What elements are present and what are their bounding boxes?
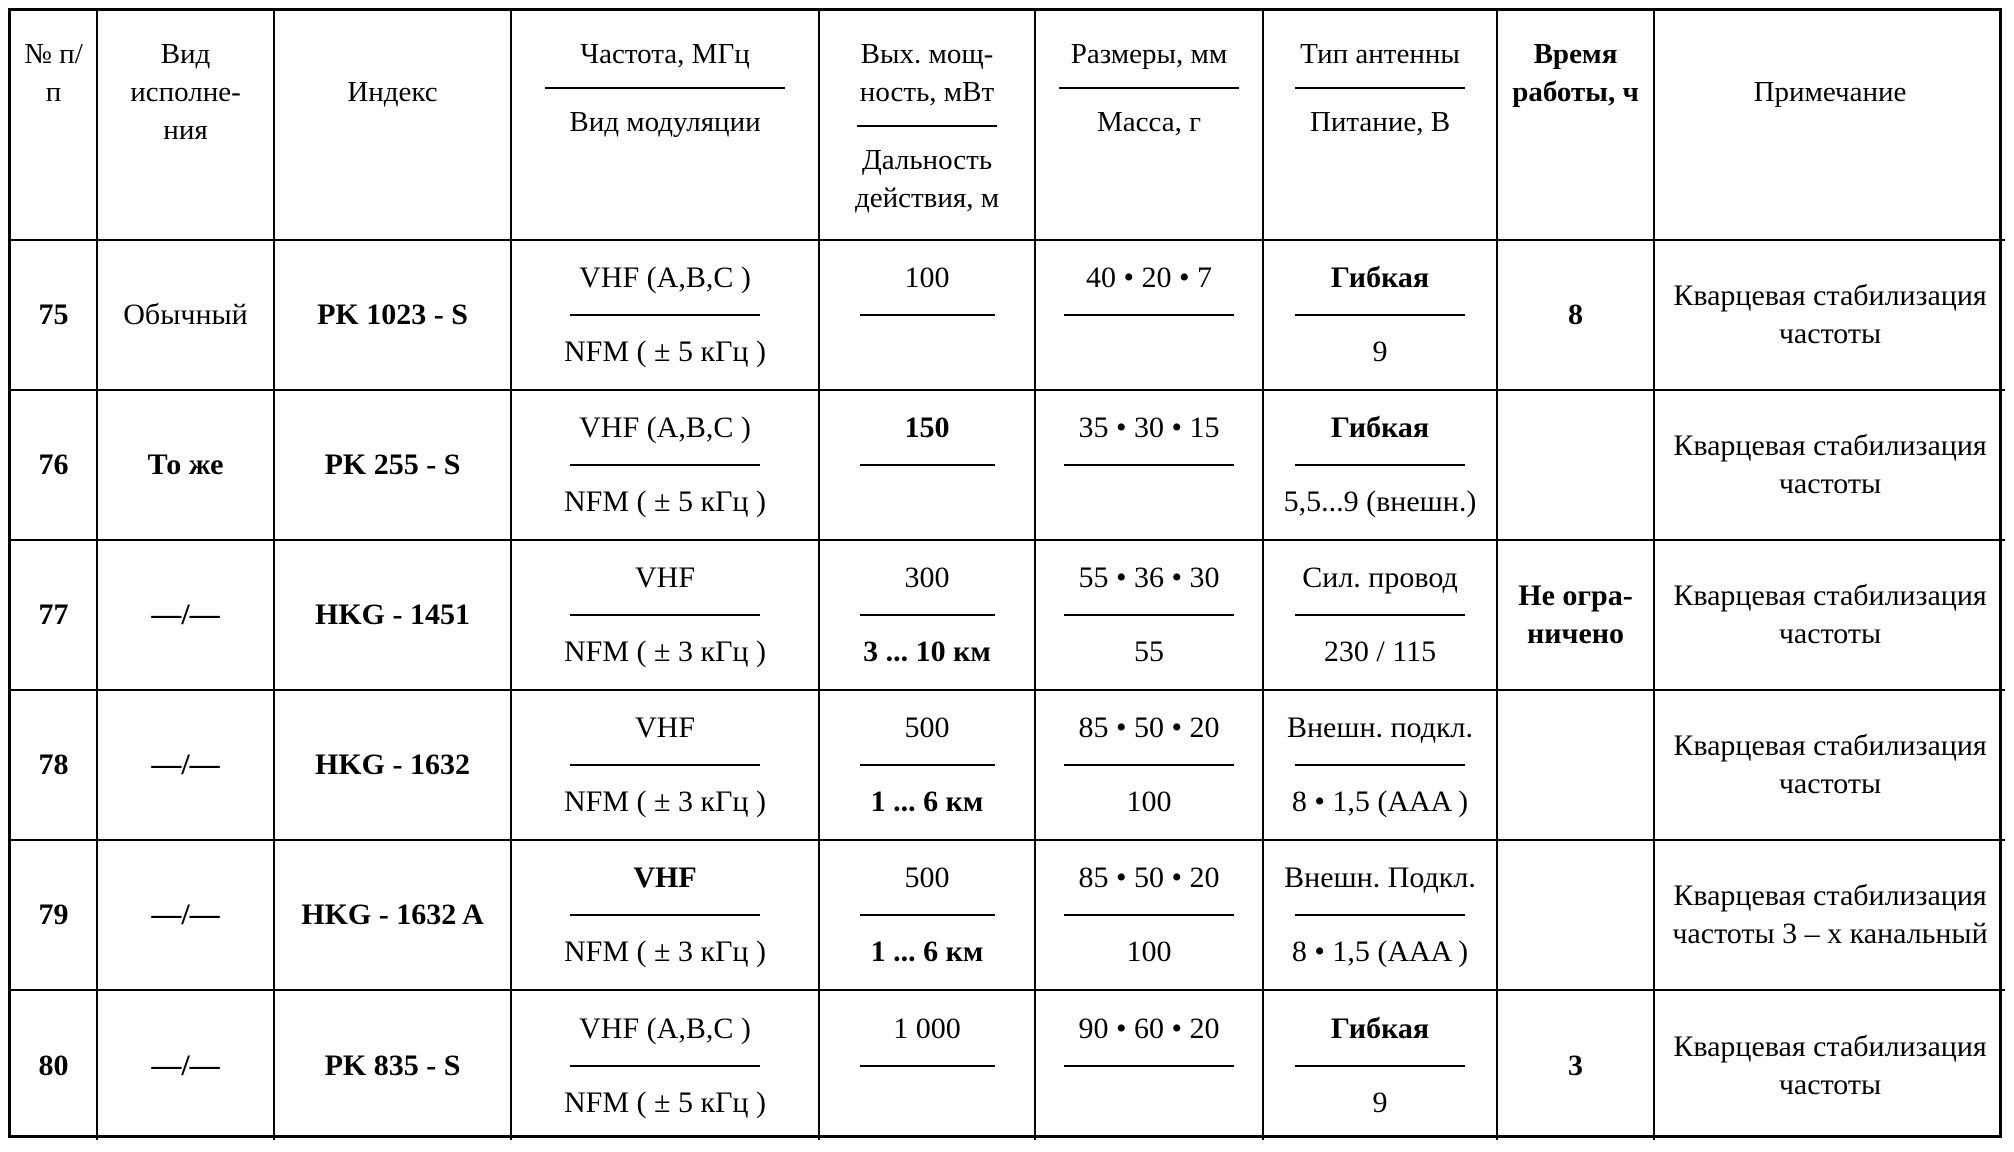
cell-divider [860,914,995,916]
cell-note: Кварцевая стабилизация частоты [1654,690,2005,840]
cell-index: HKG - 1451 [274,540,511,690]
value-modulation: NFM ( ± 5 кГц ) [564,485,766,518]
cell-freq-modulation [511,690,819,840]
cell-num: 77 [11,540,97,690]
table-row [11,840,2005,990]
value-supply: 5,5...9 (внешн.) [1283,485,1477,518]
cell-divider [570,764,760,766]
cell-divider [860,314,995,316]
specs-table-frame [8,8,2002,1138]
value-size: 40 • 20 • 7 [1085,261,1212,294]
cell-time: 8 [1497,240,1654,390]
value-power: 1 000 [893,1011,961,1045]
cell-size-mass [1035,390,1263,540]
cell-size-mass [1035,240,1263,390]
cell-note: Кварцевая стабилизация частоты [1654,240,2005,390]
header-modulation: Вид модуляции [569,106,761,138]
cell-freq-modulation [511,390,819,540]
cell-type: —/— [97,690,274,840]
value-power: 500 [904,861,950,894]
cell-num: 79 [11,840,97,990]
header-antenna: Тип антенны [1300,38,1460,70]
cell-index: HKG - 1632 [274,690,511,840]
cell-divider [570,914,760,916]
cell-time [1497,840,1654,990]
cell-type: —/— [97,840,274,990]
value-size: 55 • 36 • 30 [1078,561,1220,594]
cell-size-mass [1035,990,1263,1140]
cell-divider [860,1065,995,1067]
cell-antenna-supply [1263,390,1497,540]
cell-divider [1064,1065,1234,1067]
value-mass: 55 [1134,635,1164,668]
header-row [11,11,2005,240]
value-size: 85 • 50 • 20 [1078,861,1220,894]
value-power: 150 [904,411,950,444]
cell-power-range [819,240,1035,390]
table-row [11,990,2005,1140]
cell-note: Кварцевая стабилизация частоты [1654,390,2005,540]
cell-freq-modulation [511,990,819,1140]
cell-divider [1064,614,1234,616]
cell-antenna-supply [1263,840,1497,990]
cell-divider [570,314,760,316]
value-antenna: Сил. провод [1302,561,1458,594]
header-mass: Масса, г [1096,106,1202,138]
cell-freq-modulation [511,240,819,390]
value-supply: 8 • 1,5 (AAA ) [1291,785,1469,818]
table-row [11,240,2005,390]
cell-num: 78 [11,690,97,840]
value-power: 300 [904,561,950,594]
cell-size-mass [1035,840,1263,990]
header-power: Вых. мощ-ность, мВт [859,38,995,108]
header-supply: Питание, В [1309,106,1451,138]
header-freq-modulation [511,11,819,240]
cell-size-mass [1035,690,1263,840]
cell-num: 80 [11,990,97,1140]
header-size-mass [1035,11,1263,240]
transmitter-specs-table [11,11,2005,1140]
cell-divider [860,464,995,466]
value-supply: 8 • 1,5 (AAA ) [1291,935,1469,968]
cell-divider [570,614,760,616]
cell-divider [570,464,760,466]
cell-power-range [819,390,1035,540]
cell-time [1497,390,1654,540]
cell-type: —/— [97,990,274,1140]
cell-freq-modulation [511,540,819,690]
header-divider [857,125,997,127]
value-supply: 9 [1372,1085,1388,1119]
cell-antenna-supply [1263,990,1497,1140]
cell-power-range [819,840,1035,990]
cell-divider [1295,464,1465,466]
value-freq: VHF [634,561,695,594]
cell-type: —/— [97,540,274,690]
value-range: 3 ... 10 км [863,635,991,668]
value-supply: 9 [1372,335,1388,368]
cell-divider [1064,464,1234,466]
cell-power-range [819,990,1035,1140]
cell-divider [1064,764,1234,766]
cell-index: PK 1023 - S [274,240,511,390]
cell-antenna-supply [1263,540,1497,690]
value-modulation: NFM ( ± 5 кГц ) [564,335,766,368]
cell-time: Не огра-ничено [1497,540,1654,690]
header-note: Примечание [1654,11,2005,240]
cell-freq-modulation [511,840,819,990]
value-mass: 100 [1126,785,1172,818]
header-freq: Частота, МГц [580,38,750,70]
value-antenna: Внешн. подкл. [1286,711,1474,744]
cell-size-mass [1035,540,1263,690]
cell-type: Обычный [97,240,274,390]
cell-index: HKG - 1632 A [274,840,511,990]
value-modulation: NFM ( ± 3 кГц ) [564,785,766,818]
value-power: 500 [904,711,950,744]
cell-divider [860,764,995,766]
header-divider [545,87,785,89]
cell-power-range [819,540,1035,690]
value-range: 1 ... 6 км [870,935,984,968]
cell-divider [1064,314,1234,316]
cell-index: PK 255 - S [274,390,511,540]
table-row [11,690,2005,840]
value-modulation: NFM ( ± 5 кГц ) [564,1085,766,1119]
cell-divider [1295,914,1465,916]
value-supply: 230 / 115 [1323,635,1437,668]
cell-type: То же [97,390,274,540]
table-row [11,390,2005,540]
cell-note: Кварцевая стабилизация частоты [1654,990,2005,1140]
cell-divider [1295,1065,1465,1067]
value-power: 100 [904,261,950,294]
cell-divider [1295,314,1465,316]
value-antenna: Гибкая [1330,261,1430,294]
table-row [11,540,2005,690]
value-modulation: NFM ( ± 3 кГц ) [564,935,766,968]
cell-divider [1295,764,1465,766]
cell-num: 75 [11,240,97,390]
value-freq: VHF [634,711,695,744]
value-size: 35 • 30 • 15 [1078,411,1220,444]
cell-time [1497,690,1654,840]
cell-note: Кварцевая стабилизация частоты 3 – х канальный [1654,840,2005,990]
header-antenna-supply [1263,11,1497,240]
header-divider [1295,87,1465,89]
value-size: 90 • 60 • 20 [1078,1011,1220,1045]
cell-antenna-supply [1263,240,1497,390]
cell-divider [860,614,995,616]
cell-antenna-supply [1263,690,1497,840]
cell-index: PK 835 - S [274,990,511,1140]
cell-power-range [819,690,1035,840]
cell-time: 3 [1497,990,1654,1140]
header-size: Размеры, мм [1070,38,1228,70]
value-mass: 100 [1126,935,1172,968]
value-freq: VHF [633,861,697,894]
cell-divider [1295,614,1465,616]
cell-divider [1064,914,1234,916]
header-type: Вид исполне-ния [97,11,274,240]
value-size: 85 • 50 • 20 [1078,711,1220,744]
value-antenna: Внешн. Подкл. [1284,861,1476,894]
cell-note: Кварцевая стабилизация частоты [1654,540,2005,690]
value-antenna: Гибкая [1330,1011,1430,1045]
header-power-range [819,11,1035,240]
header-index: Индекс [274,11,511,240]
value-range: 1 ... 6 км [870,785,984,818]
header-time: Время работы, ч [1497,11,1654,240]
value-freq: VHF (A,B,C ) [579,411,751,444]
value-antenna: Гибкая [1330,411,1430,444]
cell-divider [570,1065,760,1067]
value-freq: VHF (A,B,C ) [579,261,751,294]
header-divider [1059,87,1239,89]
cell-num: 76 [11,390,97,540]
value-modulation: NFM ( ± 3 кГц ) [564,635,766,668]
header-range: Дальность действия, м [854,144,1000,214]
value-freq: VHF (A,B,C ) [579,1011,751,1045]
header-num: № п/п [11,11,97,240]
